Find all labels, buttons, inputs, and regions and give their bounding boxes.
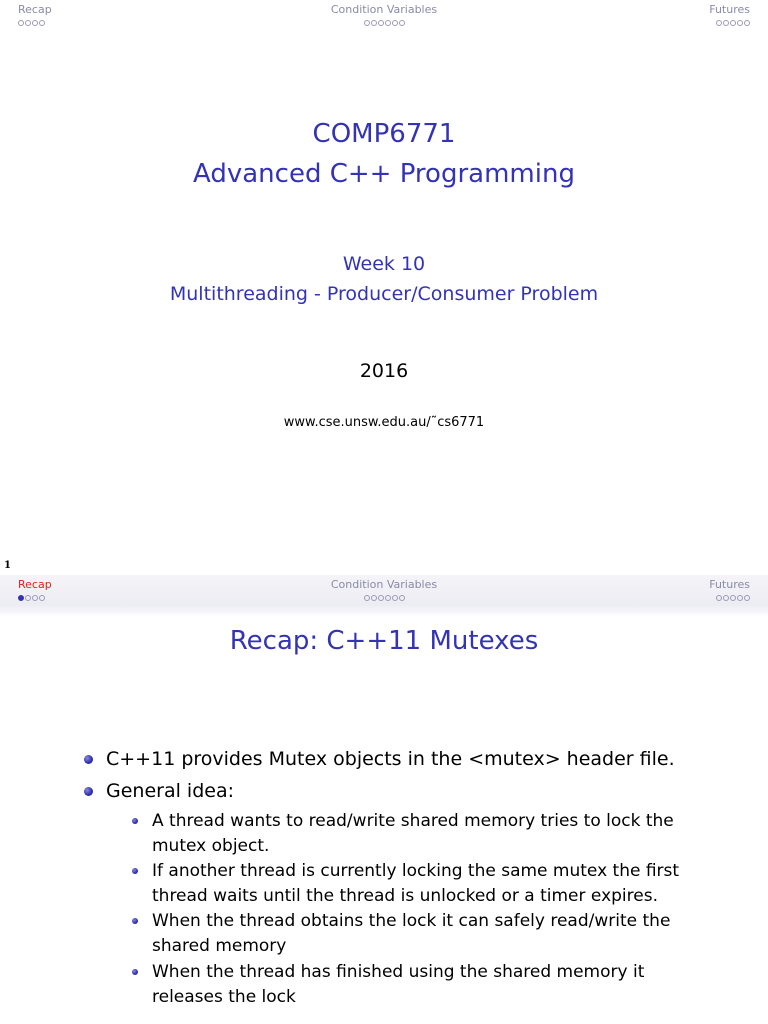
nav-dots-recap bbox=[18, 595, 52, 603]
nav-dot[interactable] bbox=[744, 595, 750, 601]
nav-dot[interactable] bbox=[25, 595, 31, 601]
nav-dot[interactable] bbox=[744, 20, 750, 26]
nav-dot[interactable] bbox=[39, 595, 45, 601]
nav-dot[interactable] bbox=[364, 595, 370, 601]
nav-dot[interactable] bbox=[32, 595, 38, 601]
nav-dot[interactable] bbox=[723, 595, 729, 601]
nav-dot[interactable] bbox=[39, 20, 45, 26]
nav-label-futures[interactable]: Futures bbox=[709, 3, 750, 16]
nav-dot[interactable] bbox=[25, 20, 31, 26]
nav-dot[interactable] bbox=[716, 20, 722, 26]
bullet-text: C++11 provides Mutex objects in the <mutex> header file. bbox=[106, 748, 675, 770]
nav-dot[interactable] bbox=[737, 20, 743, 26]
nav-dots-recap bbox=[18, 20, 52, 28]
bullet-icon bbox=[84, 755, 93, 764]
bullet-text: General idea: bbox=[106, 780, 234, 802]
nav-label-condition-variables[interactable]: Condition Variables bbox=[330, 578, 438, 591]
bullet-icon bbox=[84, 787, 93, 796]
nav-dot[interactable] bbox=[392, 20, 398, 26]
topic-label: Multithreading - Producer/Consumer Problem bbox=[169, 283, 599, 305]
sub-bullet-icon bbox=[132, 969, 138, 975]
course-url: www.cse.unsw.edu.au/˜cs6771 bbox=[283, 415, 485, 430]
sub-bullet-text: A thread wants to read/write shared memory tries to lock the mutex object. bbox=[152, 811, 674, 856]
nav-dot[interactable] bbox=[364, 20, 370, 26]
nav-dot-current[interactable] bbox=[18, 595, 24, 601]
sub-bullet-icon bbox=[132, 868, 138, 874]
nav-dot[interactable] bbox=[371, 20, 377, 26]
nav-dot[interactable] bbox=[378, 595, 384, 601]
nav-dots-condition-variables bbox=[300, 595, 468, 603]
course-name: Advanced C++ Programming bbox=[193, 159, 575, 189]
sub-bullet-icon bbox=[132, 918, 138, 924]
sub-list-item bbox=[132, 809, 712, 859]
nav-label-recap[interactable]: Recap bbox=[18, 3, 52, 16]
nav-dot[interactable] bbox=[399, 595, 405, 601]
sub-list-item bbox=[132, 859, 712, 909]
nav-section-futures[interactable] bbox=[709, 578, 750, 603]
nav-dot[interactable] bbox=[723, 20, 729, 26]
nav-label-futures[interactable]: Futures bbox=[709, 578, 750, 591]
sub-list-item bbox=[132, 909, 712, 959]
nav-label-condition-variables[interactable]: Condition Variables bbox=[330, 3, 438, 16]
nav-dot[interactable] bbox=[385, 20, 391, 26]
nav-dot[interactable] bbox=[730, 20, 736, 26]
sub-list-item bbox=[132, 960, 712, 1010]
nav-label-recap[interactable]: Recap bbox=[18, 578, 52, 591]
navigation-bar bbox=[0, 575, 768, 617]
nav-dot[interactable] bbox=[378, 20, 384, 26]
page-number: 1 bbox=[4, 560, 11, 571]
nav-dots-condition-variables bbox=[300, 20, 468, 28]
slide-title: Recap: C++11 Mutexes bbox=[229, 626, 539, 656]
nav-dot[interactable] bbox=[730, 595, 736, 601]
nav-section-futures[interactable] bbox=[709, 3, 750, 28]
sub-bullet-icon bbox=[132, 818, 138, 824]
week-label: Week 10 bbox=[342, 253, 426, 275]
nav-dot[interactable] bbox=[32, 20, 38, 26]
nav-dots-futures bbox=[709, 595, 750, 603]
nav-section-condition-variables[interactable] bbox=[300, 578, 468, 603]
nav-dot[interactable] bbox=[371, 595, 377, 601]
nav-dot[interactable] bbox=[716, 595, 722, 601]
navigation-bar bbox=[0, 0, 768, 34]
sub-bullet-text: When the thread obtains the lock it can safely read/write the shared memory bbox=[152, 911, 671, 956]
course-code: COMP6771 bbox=[312, 119, 456, 149]
year-label: 2016 bbox=[359, 360, 409, 382]
nav-dot[interactable] bbox=[385, 595, 391, 601]
nav-dot[interactable] bbox=[392, 595, 398, 601]
nav-dot[interactable] bbox=[18, 20, 24, 26]
nav-section-recap[interactable] bbox=[18, 3, 52, 28]
nav-dot[interactable] bbox=[399, 20, 405, 26]
nav-dot[interactable] bbox=[737, 595, 743, 601]
nav-section-condition-variables[interactable] bbox=[300, 3, 468, 28]
nav-section-recap[interactable] bbox=[18, 578, 52, 603]
nav-dots-futures bbox=[709, 20, 750, 28]
sub-bullet-text: If another thread is currently locking the same mutex the first thread waits until the thread is unlocked or a timer expires. bbox=[152, 861, 680, 906]
sub-bullet-text: When the thread has finished using the shared memory it releases the lock bbox=[152, 962, 645, 1007]
list-item bbox=[84, 778, 746, 804]
list-item bbox=[84, 746, 746, 772]
